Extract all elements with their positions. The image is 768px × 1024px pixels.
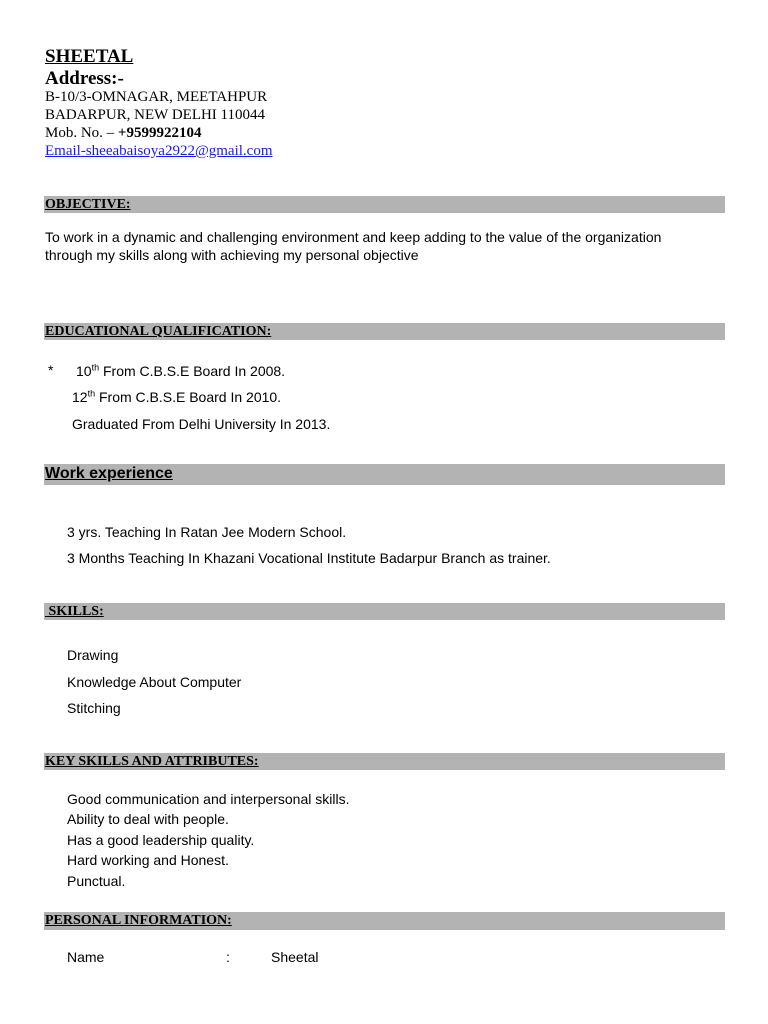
objective-text-line-1: To work in a dynamic and challenging environment and keep adding to the value of the organization — [45, 229, 662, 245]
address-line-1: B-10/3-OMNAGAR, MEETAHPUR — [45, 89, 268, 105]
work-section-bar — [44, 464, 725, 485]
key-skill-item-2: Ability to deal with people. — [67, 811, 229, 827]
mobile-number: +9599922104 — [117, 125, 202, 141]
education-item-3: Graduated From Delhi University In 2013. — [72, 416, 331, 432]
mobile-label: Mob. No. – — [45, 125, 118, 141]
key-skills-section-bar — [44, 753, 725, 770]
education-bullet: * — [48, 362, 54, 378]
education-item-2: 12th From C.B.S.E Board In 2010. — [72, 388, 282, 405]
candidate-name: SHEETAL — [45, 46, 134, 67]
work-item-2: 3 Months Teaching In Khazani Vocational Institute Badarpur Branch as trainer. — [67, 550, 551, 566]
key-skill-item-5: Punctual. — [67, 873, 126, 889]
address-line-2: BADARPUR, NEW DELHI 110044 — [45, 107, 265, 123]
email-link[interactable]: Email-sheeabaisoya2922@gmail.com — [45, 143, 273, 159]
education-section-bar — [44, 323, 725, 340]
key-skills-heading: KEY SKILLS AND ATTRIBUTES: — [45, 754, 259, 769]
key-skill-item-1: Good communication and interpersonal skills. — [67, 791, 350, 807]
work-item-1: 3 yrs. Teaching In Ratan Jee Modern School. — [67, 524, 347, 540]
skill-item-2: Knowledge About Computer — [67, 674, 242, 690]
objective-text-line-2: through my skills along with achieving my personal objective — [45, 247, 419, 263]
work-heading: Work experience — [45, 465, 173, 482]
key-skill-item-3: Has a good leadership quality. — [67, 832, 255, 848]
objective-section-bar — [44, 196, 725, 213]
education-heading: EDUCATIONAL QUALIFICATION: — [45, 324, 272, 339]
personal-name-separator: : — [226, 949, 230, 965]
personal-name-value: Sheetal — [271, 949, 319, 965]
mobile-line — [45, 124, 201, 142]
skill-item-3: Stitching — [67, 700, 121, 716]
objective-heading: OBJECTIVE: — [45, 197, 131, 212]
skills-heading: SKILLS: — [45, 604, 104, 619]
personal-section-bar — [44, 912, 725, 930]
personal-heading: PERSONAL INFORMATION: — [45, 913, 232, 928]
education-item-1: 10th From C.B.S.E Board In 2008. — [76, 362, 286, 379]
personal-name-label: Name — [67, 949, 105, 965]
skills-section-bar — [44, 603, 725, 620]
skill-item-1: Drawing — [67, 647, 119, 663]
address-label: Address:- — [45, 68, 124, 89]
key-skill-item-4: Hard working and Honest. — [67, 852, 229, 868]
